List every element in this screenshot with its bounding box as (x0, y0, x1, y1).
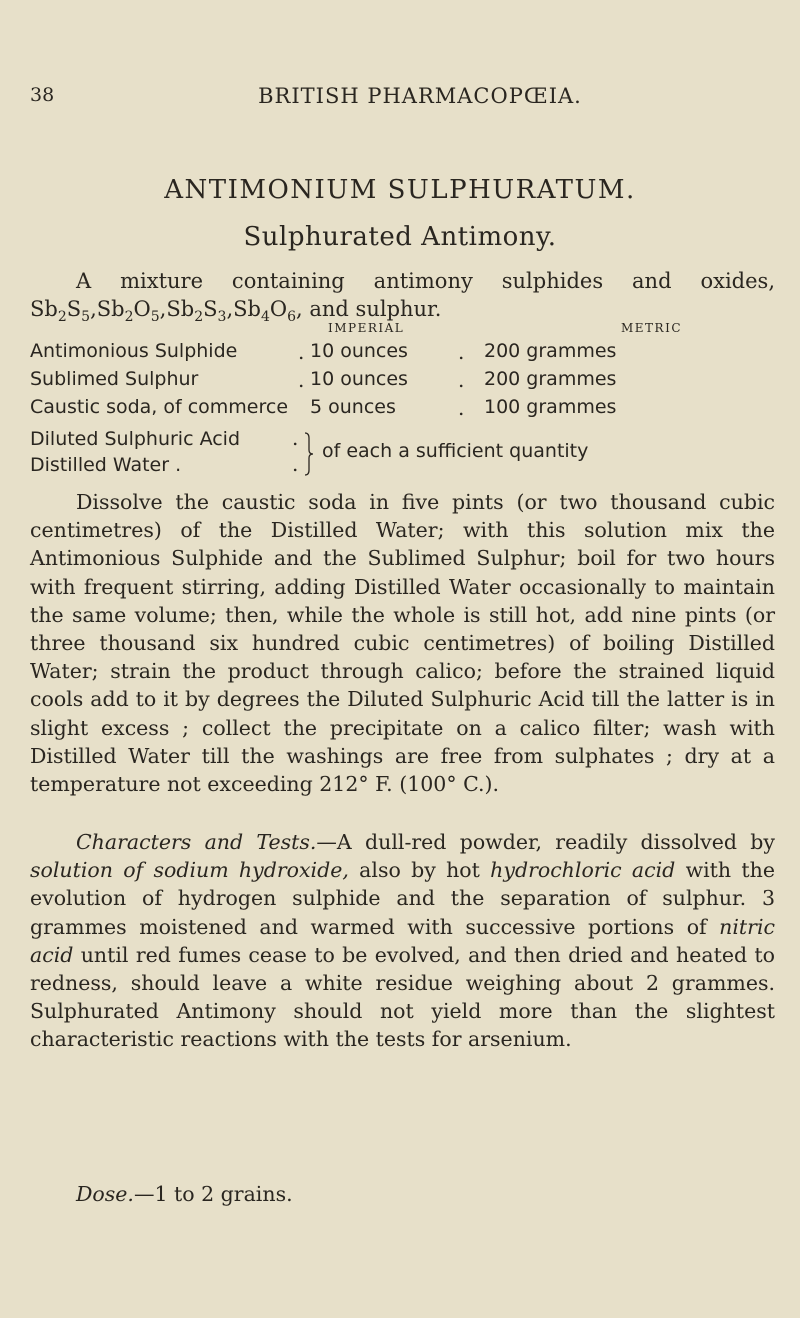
characters-label: Characters and Tests. (76, 830, 317, 854)
imperial-quantity: 10 ounces (310, 340, 408, 362)
ingredient-name: Caustic soda, of commerce (30, 396, 289, 418)
ingredient-name: Antimonious Sulphide (30, 340, 238, 362)
dose-text: —1 to 2 grains. (133, 1182, 293, 1206)
description-suffix: , and sulphur. (296, 297, 442, 321)
chemical-formula: $Sb_2S_5$ (30, 297, 91, 326)
characters-and-tests-paragraph: Characters and Tests.—A dull-red powder, readily dissolved by solution of sodium hydroxide, also by hot hydrochloric acid with the evolution of hydrogen sulphide and the separation of sulphur. 3 grammes moistened and warmed with successive portions of nitric acid until red fumes cease to be evolved, and then dried and heated to redness, should leave a white residue weighing about 2 grammes. Sulphurated Antimony should not yield more than the slightest characteristic reactions with the tests for arsenium. (30, 830, 775, 1052)
metric-quantity: 100 grammes (484, 396, 617, 418)
monograph-title: ANTIMONIUM SULPHURATUM. (164, 175, 636, 205)
right-brace-icon (304, 432, 314, 476)
chemical-formula: $Sb_2S_3$ (166, 297, 227, 326)
ingredient-brace-group: Diluted Sulphuric Acid Distilled Water . . . of each a sufficient quantity (30, 426, 589, 476)
ingredient-name: Sublimed Sulphur (30, 368, 199, 390)
brace-quantity: of each a sufficient quantity (322, 440, 589, 462)
imperial-column-heading: IMPERIAL (328, 321, 405, 335)
ingredient-row: Caustic soda, of commerce 5 ounces . 100 grammes (30, 396, 617, 420)
ingredient-row: Antimonious Sulphide . 10 ounces . 200 grammes (30, 340, 617, 364)
chemical-formula: $Sb_4O_6$ (233, 297, 297, 326)
dose-label: Dose. (76, 1182, 134, 1206)
ingredient-name: Distilled Water . (30, 454, 182, 476)
page-number: 38 (30, 84, 55, 106)
dose-line (76, 1182, 293, 1206)
monograph-description: A mixture containing antimony sulphides and oxides, $Sb_2S_5,Sb_2O_5,Sb_2S_3,Sb_4O_6$, and sulphur. (30, 269, 775, 326)
imperial-quantity: 10 ounces (310, 368, 408, 390)
monograph-english-name: Sulphurated Antimony. (243, 222, 557, 252)
metric-column-heading: METRIC (621, 321, 683, 335)
metric-quantity: 200 grammes (484, 368, 617, 390)
ingredient-row: Sublimed Sulphur . 10 ounces . 200 grammes (30, 368, 617, 392)
process-paragraph: Dissolve the caustic soda in five pints (or two thousand cubic centimetres) of the Distilled Water; with this solution mix the Antimonious Sulphide and the Sublimed Sulphur; boil for two hours with frequent stirring, adding Distilled Water occasionally to maintain the same volume; then, while the whole is still hot, add nine pints (or three thousand six hundred cubic centimetres) of boiling Distilled Water; strain the product through calico; before the strained liquid cools add to it by degrees the Diluted Sulphuric Acid till the latter is in slight excess ; collect the precipitate on a calico filter; wash with Distilled Water till the washings are free from sulphates ; dry at a temperature not exceeding 212° F. (100° C.). (30, 490, 775, 797)
running-title: BRITISH PHARMACOPŒIA. (258, 84, 582, 108)
ingredient-name: Diluted Sulphuric Acid (30, 428, 241, 450)
description-prefix: A mixture containing antimony sulphides and oxides, (76, 269, 775, 293)
chemical-formula: $Sb_2O_5$ (96, 297, 160, 326)
imperial-quantity: 5 ounces (310, 396, 396, 418)
metric-quantity: 200 grammes (484, 340, 617, 362)
